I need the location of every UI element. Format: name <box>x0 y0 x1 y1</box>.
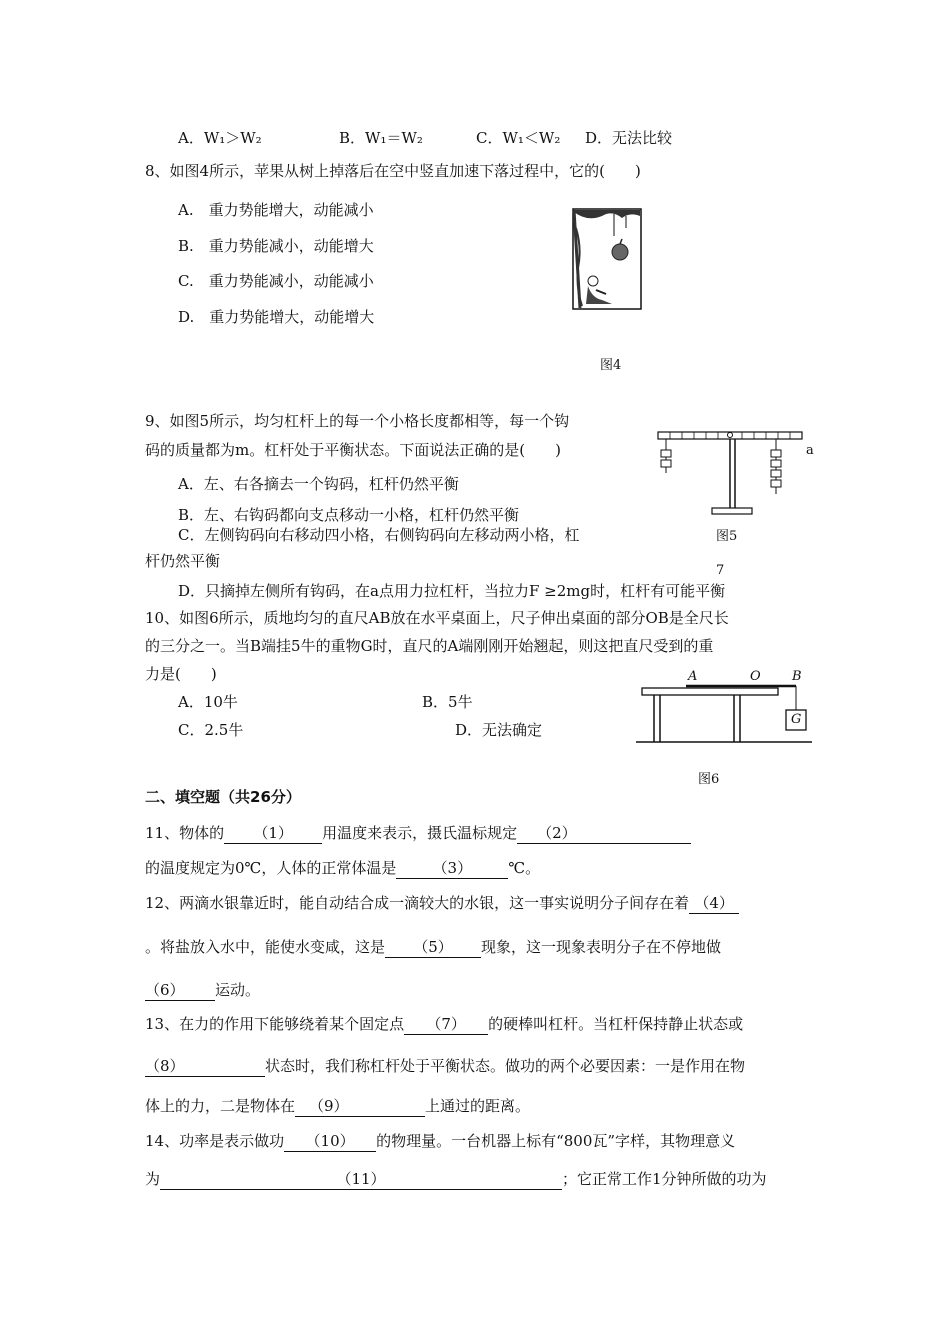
q8-option-d: D. 重力势能增大，动能增大 <box>178 308 375 326</box>
q10-option-a: A．10牛 <box>178 693 238 711</box>
q13-line3 <box>145 1096 530 1117</box>
q12-line1 <box>145 893 739 914</box>
q11-line1 <box>145 823 691 844</box>
figure-4-apple-tree <box>572 208 642 310</box>
figure-6-label-o: O <box>750 669 761 684</box>
blank-10[interactable]: （10） <box>284 1132 376 1152</box>
q14-text-line2-post: ；它正常工作1分钟所做的功为 <box>562 1170 767 1188</box>
blank-4[interactable]: （4） <box>689 894 739 914</box>
q7-option-a: A．W₁＞W₂ <box>178 129 262 147</box>
q9-option-b: B．左、右钩码都向支点移动一小格，杠杆仍然平衡 <box>178 506 520 524</box>
figure-5-lever <box>656 428 806 518</box>
q8-option-a: A. 重力势能增大，动能减小 <box>178 201 374 219</box>
q10-stem-line3: 力是( ) <box>145 665 217 683</box>
blank-6[interactable]: （6） <box>145 981 215 1001</box>
q9-stem-line1: 9、如图5所示，均匀杠杆上的每一个小格长度都相等，每一个钩 <box>145 412 570 430</box>
blank-7[interactable]: （7） <box>404 1015 488 1035</box>
q7-option-d: D．无法比较 <box>585 129 673 147</box>
q7-option-b: B．W₁＝W₂ <box>339 129 423 147</box>
q14-text-pre: 14、功率是表示做功 <box>145 1132 285 1150</box>
figure-6-label-g: G <box>791 712 802 727</box>
figure-5-caption: 图5 <box>716 529 738 544</box>
q12-line3 <box>145 980 260 1001</box>
q8-option-c: C. 重力势能减小，动能减小 <box>178 272 374 290</box>
q10-option-b: B．5牛 <box>422 693 473 711</box>
q10-stem-line2: 的三分之一。当B端挂5牛的重物G时，直尺的A端刚刚开始翘起，则这把直尺受到的重 <box>145 637 714 655</box>
q14-text-line2-pre: 为 <box>145 1170 161 1188</box>
q13-text-line3-post: 上通过的距离。 <box>425 1097 531 1115</box>
q9-option-a: A．左、右各摘去一个钩码，杠杆仍然平衡 <box>178 475 459 493</box>
q14-text-post: 的物理量。一台机器上标有“800瓦”字样，其物理意义 <box>376 1132 736 1150</box>
q7-option-c: C．W₁＜W₂ <box>476 129 561 147</box>
q13-text-line2-post: 状态时，我们称杠杆处于平衡状态。做功的两个必要因素：一是作用在物 <box>265 1057 746 1075</box>
q13-text-post: 的硬棒叫杠杆。当杠杆保持静止状态或 <box>488 1015 744 1033</box>
blank-5[interactable]: （5） <box>385 938 481 958</box>
q9-option-d: D．只摘掉左侧所有钩码，在a点用力拉杠杆，当拉力F ≥2mg时，杠杆有可能平衡 <box>178 582 726 600</box>
blank-11[interactable]: （11） <box>160 1170 562 1190</box>
q9-option-c-line2: 杆仍然平衡 <box>145 552 221 570</box>
q10-stem-line1: 10、如图6所示，质地均匀的直尺AB放在水平桌面上，尺子伸出桌面的部分OB是全尺长 <box>145 609 729 627</box>
q13-text-line3-pre: 体上的力，二是物体在 <box>145 1097 296 1115</box>
blank-1[interactable]: （1） <box>224 824 322 844</box>
q10-option-c: C．2.5牛 <box>178 721 244 739</box>
q14-line1 <box>145 1131 735 1152</box>
q11-line2 <box>145 858 540 879</box>
figure-6-caption: 图6 <box>698 772 720 787</box>
q12-text-pre: 12、两滴水银靠近时，能自动结合成一滴较大的水银，这一事实说明分子间存在着 <box>145 894 690 912</box>
blank-3[interactable]: （3） <box>396 859 508 879</box>
figure-5-label-a: a <box>806 443 814 458</box>
q8-option-b: B. 重力势能减小，动能增大 <box>178 237 374 255</box>
q12-text-line3-post: 运动。 <box>215 981 261 999</box>
figure-6-label-a: A <box>688 669 698 684</box>
q12-text-line2-pre: 。将盐放入水中，能使水变咸，这是 <box>145 938 386 956</box>
blank-2[interactable]: （2） <box>517 824 691 844</box>
figure-6-label-b: B <box>792 669 802 684</box>
blank-8[interactable]: （8） <box>145 1057 265 1077</box>
q10-option-d: D．无法确定 <box>455 721 543 739</box>
q8-stem: 8、如图4所示，苹果从树上掉落后在空中竖直加速下落过程中，它的( ) <box>145 162 641 180</box>
q14-line2 <box>145 1169 767 1190</box>
q9-stem-line2: 码的质量都为m。杠杆处于平衡状态。下面说法正确的是( ) <box>145 441 561 459</box>
q13-text-pre: 13、在力的作用下能够绕着某个固定点 <box>145 1015 405 1033</box>
q9-option-c-line1: C．左侧钩码向右移动四小格，右侧钩码向左移动两小格，杠 <box>178 526 580 544</box>
figure-4-caption: 图4 <box>600 358 622 373</box>
section-2-title: 二、填空题（共26分） <box>145 788 301 806</box>
blank-9[interactable]: （9） <box>295 1097 425 1117</box>
q13-line1 <box>145 1014 743 1035</box>
q12-line2 <box>145 937 721 958</box>
figure-5-stray-number: 7 <box>716 563 725 578</box>
q11-text-pre: 11、物体的 <box>145 824 225 842</box>
q12-text-line2-post: 现象，这一现象表明分子在不停地做 <box>481 938 722 956</box>
q13-line2 <box>145 1056 745 1077</box>
q11-text-mid: 用温度来表示，摄氏温标规定 <box>322 824 518 842</box>
q11-text-line2-post: ℃。 <box>508 859 541 877</box>
q11-text-line2-pre: 的温度规定为0℃，人体的正常体温是 <box>145 859 397 877</box>
figure-6-ruler-table <box>636 670 812 746</box>
